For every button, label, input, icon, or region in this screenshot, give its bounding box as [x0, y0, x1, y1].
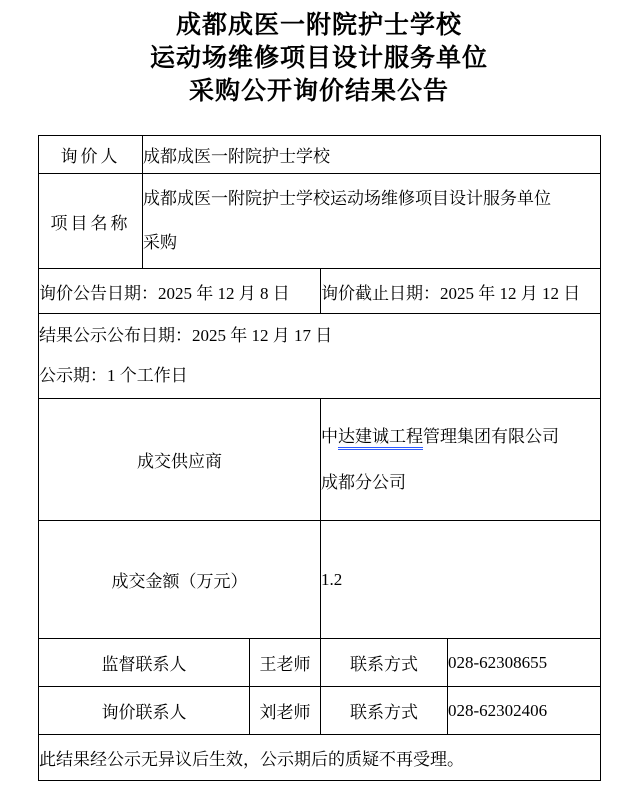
publicity-period: 公示期：1 个工作日	[39, 366, 188, 385]
project-name-line-1: 成都成医一附院护士学校运动场维修项目设计服务单位	[143, 189, 551, 208]
project-name-line-2: 采购	[143, 233, 177, 252]
publicity-cell	[39, 314, 601, 399]
supplier-name-prefix: 中	[321, 426, 338, 446]
page-title-line-1: 成都成医一附院护士学校	[175, 11, 462, 39]
inquirer-label: 询价人	[39, 136, 143, 174]
supervisor-phone: 028-62308655	[448, 639, 601, 687]
table-row-project	[39, 174, 601, 269]
supervisor-contact-label: 联系方式	[321, 639, 448, 687]
result-publish-date: 结果公示公布日期：2025 年 12 月 17 日	[39, 326, 333, 345]
inquiry-contact-name: 刘老师	[250, 687, 321, 735]
amount-value: 1.2	[321, 521, 601, 639]
table-row-supervisor	[39, 639, 601, 687]
supplier-name-line-1	[321, 414, 600, 460]
inquirer-value: 成都成医一附院护士学校	[143, 136, 601, 174]
table-row-inquiry-contact	[39, 687, 601, 735]
inquiry-contact-method-label: 联系方式	[321, 687, 448, 735]
supplier-name	[321, 399, 601, 521]
announce-date: 询价公告日期：2025 年 12 月 8 日	[39, 269, 321, 314]
supervisor-label: 监督联系人	[39, 639, 250, 687]
supplier-name-rest: 管理集团有限公司	[423, 426, 559, 446]
table-row-inquirer	[39, 136, 601, 174]
inquiry-contact-label: 询价联系人	[39, 687, 250, 735]
supplier-name-underlined: 达建诚工程	[338, 427, 423, 450]
table-row-supplier	[39, 399, 601, 521]
table-row-amount	[39, 521, 601, 639]
table-row-publicity	[39, 314, 601, 399]
project-name-label: 项目名称	[39, 174, 143, 269]
footer-note: 此结果经公示无异议后生效，公示期后的质疑不再受理。	[39, 735, 601, 781]
supplier-name-line-2: 成都分公司	[321, 472, 406, 492]
page-title-line-3: 采购公开询价结果公告	[188, 77, 449, 105]
inquiry-contact-phone: 028-62302406	[448, 687, 601, 735]
deadline-date: 询价截止日期：2025 年 12 月 12 日	[321, 269, 601, 314]
amount-label: 成交金额（万元）	[39, 521, 321, 639]
announcement-table	[38, 135, 601, 781]
table-row-dates	[39, 269, 601, 314]
supplier-label: 成交供应商	[39, 399, 321, 521]
page-title-line-2: 运动场维修项目设计服务单位	[149, 44, 488, 72]
supervisor-name: 王老师	[250, 639, 321, 687]
page-title	[0, 0, 638, 108]
table-row-footer	[39, 735, 601, 781]
project-name-value	[143, 174, 601, 269]
